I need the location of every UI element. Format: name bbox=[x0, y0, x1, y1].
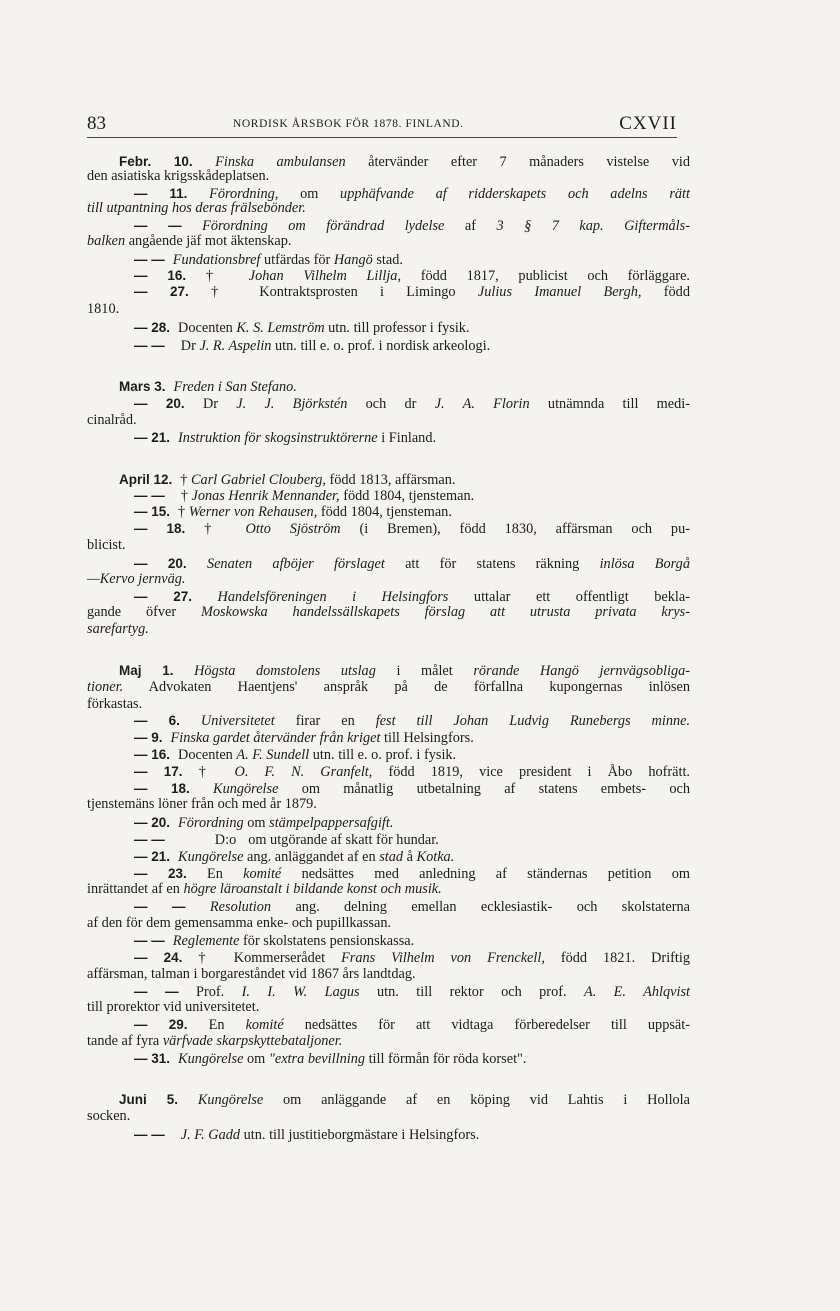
page-number: 83 bbox=[87, 113, 106, 134]
entry-line: — — † Jonas Henrik Mennander, född 1804, tjensteman. bbox=[134, 488, 475, 504]
entry-line: —Kervo jernväg. bbox=[87, 571, 186, 587]
entry-line: — 17. † O. F. N. Granfelt, född 1819, vice president i Åbo hofrätt. bbox=[134, 764, 691, 780]
entry-line: socken. bbox=[87, 1108, 131, 1124]
entry-line: inrättandet af en högre läroanstalt i bildande konst och musik. bbox=[87, 881, 442, 897]
entry-line: — — D:o om utgörande af skatt för hundar. bbox=[134, 832, 439, 848]
entry-line: — 20. Senaten afböjer förslaget att för statens räkning inlösa Borgå bbox=[134, 556, 690, 572]
entry-line: — — Fundationsbref utfärdas för Hangö stad. bbox=[134, 252, 403, 268]
entry-line: till prorektor vid universitetet. bbox=[87, 999, 260, 1015]
entry-line: Mars 3. Freden i San Stefano. bbox=[119, 379, 297, 395]
entry-line: affärsman, talman i borgareståndet vid 1867 års landtdag. bbox=[87, 966, 416, 982]
entry-line: — 6. Universitetet firar en fest till Johan Ludvig Runebergs minne. bbox=[134, 713, 691, 729]
entry-line: — — J. F. Gadd utn. till justitieborgmästare i Helsingfors. bbox=[134, 1127, 480, 1143]
entry-line: — 27. † Kontraktsprosten i Limingo Julius Imanuel Bergh, född bbox=[134, 284, 690, 300]
entry-line: — 27. Handelsföreningen i Helsingfors uttalar ett offentligt bekla- bbox=[134, 589, 690, 605]
entry-line: gande öfver Moskowska handelssällskapets förslag att utrusta privata krys- bbox=[87, 604, 690, 620]
entry-line: — 20. Dr J. J. Björkstén och dr J. A. Florin utnämnda till medi- bbox=[134, 396, 691, 412]
entry-line: tioner. Advokaten Haentjens' anspråk på de förfallna kupongernas inlösen bbox=[87, 679, 690, 695]
entry-line: Juni 5. Kungörelse om anläggande af en köping vid Lahtis i Hollola bbox=[119, 1092, 691, 1108]
entry-line: till utpantning hos deras frälsebönder. bbox=[87, 200, 306, 216]
entry-line: förkastas. bbox=[87, 696, 143, 712]
entry-line: — — Förordning om förändrad lydelse af 3 § 7 kap. Giftermåls- bbox=[134, 218, 690, 234]
entry-line: sarefartyg. bbox=[87, 621, 149, 637]
entry-line: — 29. En komité nedsättes för att vidtaga förberedelser till uppsät- bbox=[134, 1017, 690, 1033]
entry-line: — 18. Kungörelse om månatlig utbetalning af statens embets- och bbox=[134, 781, 690, 797]
entry-line: — 9. Finska gardet återvänder från kriget till Helsingfors. bbox=[134, 730, 474, 746]
entry-line: blicist. bbox=[87, 537, 126, 553]
entry-line: Maj 1. Högsta domstolens utslag i målet rörande Hangö jernvägsobliga- bbox=[119, 663, 691, 679]
entry-line: balken angående jäf mot äktenskap. bbox=[87, 233, 292, 249]
entry-line: — — Dr J. R. Aspelin utn. till e. o. prof. i nordisk arkeologi. bbox=[134, 338, 491, 354]
entry-line: — 21. Instruktion för skogsinstruktörerne i Finland. bbox=[134, 430, 437, 446]
entry-line: — 16. † Johan Vilhelm Lillja, född 1817, publicist och förläggare. bbox=[134, 268, 690, 284]
entry-line: — — Resolution ang. delning emellan ecklesiastik- och skolstaterna bbox=[134, 899, 691, 915]
entry-line: — — Prof. I. I. W. Lagus utn. till rektor och prof. A. E. Ahlqvist bbox=[134, 984, 690, 1000]
entry-line: — 16. Docenten A. F. Sundell utn. till e. o. prof. i fysik. bbox=[134, 747, 457, 763]
entry-line: — 28. Docenten K. S. Lemström utn. till professor i fysik. bbox=[134, 320, 470, 336]
entry-line: — 18. † Otto Sjöström (i Bremen), född 1830, affärsman och pu- bbox=[134, 521, 690, 537]
entry-line: April 12. † Carl Gabriel Clouberg, född 1813, affärsman. bbox=[119, 472, 456, 488]
running-header bbox=[87, 113, 677, 138]
entry-line: — 24. † Kommerserådet Frans Vilhelm von Frenckell, född 1821. Driftig bbox=[134, 950, 691, 966]
roman-page-number: CXVII bbox=[619, 113, 677, 134]
entry-line: — 20. Förordning om stämpelpappersafgift. bbox=[134, 815, 394, 831]
entry-line: af den för dem gemensamma enke- och pupillkassan. bbox=[87, 915, 392, 931]
entry-line: — — Reglemente för skolstatens pensionskassa. bbox=[134, 933, 415, 949]
entry-line: cinalråd. bbox=[87, 412, 137, 428]
entry-line: — 21. Kungörelse ang. anläggandet af en stad å Kotka. bbox=[134, 849, 455, 865]
entry-line: 1810. bbox=[87, 301, 120, 317]
entry-line: — 31. Kungörelse om "extra bevillning till förmån för röda korset". bbox=[134, 1051, 527, 1067]
entry-line: — 23. En komité nedsättes med anledning af ständernas petition om bbox=[134, 866, 690, 882]
entry-line: — 11. Förordning, om upphäfvande af ridderskapets och adelns rätt bbox=[134, 186, 690, 202]
entry-line: Febr. 10. Finska ambulansen återvänder efter 7 månaders vistelse vid bbox=[119, 154, 690, 170]
entry-line: tjenstemäns löner från och med år 1879. bbox=[87, 796, 317, 812]
running-title: NORDISK ÅRSBOK FÖR 1878. FINLAND. bbox=[233, 118, 464, 130]
entry-line: — 15. † Werner von Rehausen, född 1804, tjensteman. bbox=[134, 504, 452, 520]
entry-line: tande af fyra värfvade skarpskyttebataljoner. bbox=[87, 1033, 343, 1049]
entry-line: den asiatiska krigsskådeplatsen. bbox=[87, 168, 270, 184]
